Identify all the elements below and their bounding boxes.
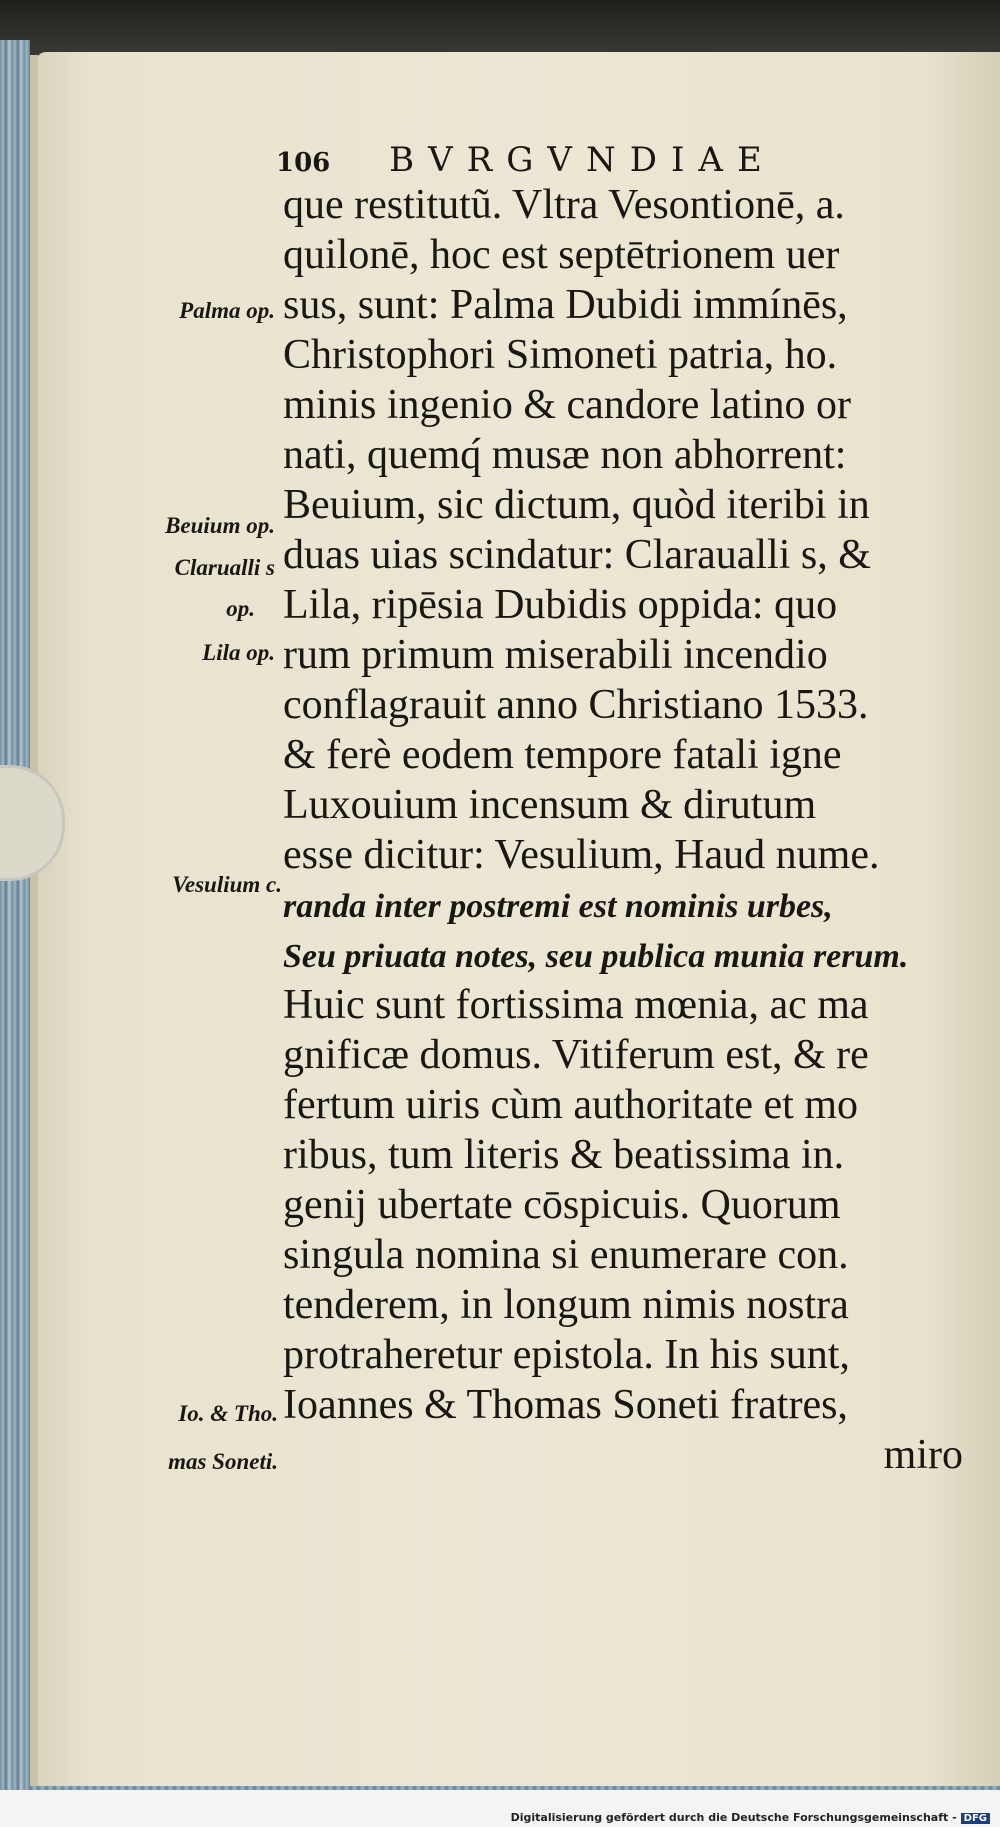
marginal-note: Io. & Tho. <box>178 1401 278 1426</box>
marginal-note: mas Soneti. <box>168 1449 278 1474</box>
text-line: ribus, tum literis & beatissima in. <box>283 1132 845 1178</box>
page-number: 106 <box>276 148 331 178</box>
text-line: singula nomina si enumerare con. <box>283 1232 849 1278</box>
text-line: Luxouium incensum & dirutum <box>283 782 817 828</box>
text-line: genij ubertate cōspicuis. Quorum <box>283 1182 841 1228</box>
marginal-note: Palma op. <box>179 298 275 323</box>
text-line: duas uias scindatur: Claraualli s, & <box>283 532 871 578</box>
text-line: protraheretur epistola. In his sunt, <box>283 1332 850 1378</box>
catchword: miro <box>883 1432 963 1478</box>
marginal-note: Clarualli s <box>174 555 275 580</box>
text-line: minis ingenio & candore latino or <box>283 382 852 428</box>
text-line: conflagrauit anno Christiano 1533. <box>283 682 869 728</box>
marginal-note: Vesulium c. <box>172 872 282 897</box>
text-line: Beuium, sic dictum, quòd iteribi in <box>283 482 870 528</box>
text-line: Ioannes & Thomas Soneti fratres, <box>283 1382 848 1428</box>
book-fore-edge <box>0 40 30 1800</box>
page-header <box>276 140 776 180</box>
page-edge <box>30 55 38 1795</box>
text-line: gnificæ domus. Vitiferum est, & re <box>283 1032 869 1078</box>
scan-top-border <box>0 0 1000 58</box>
marginal-note: Beuium op. <box>165 513 275 538</box>
verse-line: randa inter postremi est nominis urbes, <box>283 888 833 925</box>
text-line: Christophori Simoneti patria, ho. <box>283 332 838 378</box>
text-line: esse dicitur: Vesulium, Haud nume. <box>283 832 880 878</box>
text-line: tenderem, in longum nimis nostra <box>283 1282 849 1328</box>
text-line: quilonē, hoc est septētrionem uer <box>283 232 840 278</box>
verse-line: Seu priuata notes, seu publica munia rerum. <box>283 938 909 975</box>
text-line: & ferè eodem tempore fatali igne <box>283 732 842 778</box>
credit-text: Digitalisierung gefördert durch die Deutsche Forschungsgemeinschaft - <box>510 1811 957 1824</box>
text-line: fertum uiris cùm authoritate et mo <box>283 1082 858 1128</box>
marginal-note: op. <box>226 596 255 621</box>
text-line: Huic sunt fortissima mœnia, ac ma <box>283 982 869 1028</box>
marginal-note: Lila op. <box>202 640 275 665</box>
text-line: nati, quemq́ musæ non abhorrent: <box>283 432 847 478</box>
running-head: BVRGVNDIAE <box>389 140 776 180</box>
text-line: rum primum miserabili incendio <box>283 632 828 678</box>
digitization-credit <box>511 1811 990 1824</box>
text-line: sus, sunt: Palma Dubidi immínēs, <box>283 282 848 328</box>
text-line: Lila, ripēsia Dubidis oppida: quo <box>283 582 838 628</box>
text-line: que restitutũ. Vltra Vesontionē, a. <box>283 182 845 228</box>
dfg-logo: DFG <box>961 1813 990 1824</box>
